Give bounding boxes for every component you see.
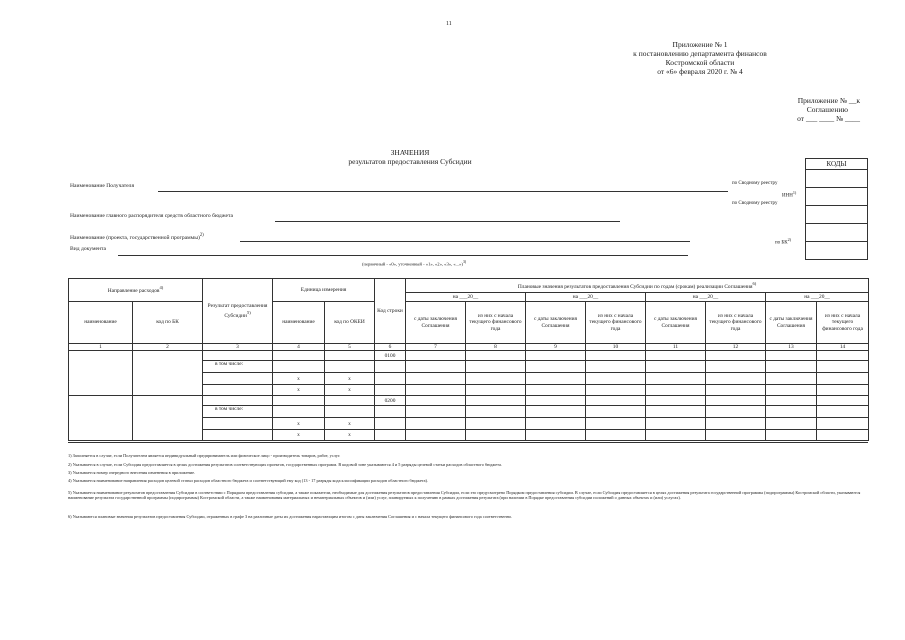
cell-value[interactable] [766, 361, 817, 373]
cell-value[interactable] [406, 361, 466, 373]
footnote-2: 2) Указывается в случае, если Субсидия предоставляется в целях достижения результатов соответствующих проектов, государственных программ. В кодовой зоне указываются 4 и 5 разряды целевой статьи расходов областного бюджета. [68, 462, 503, 467]
cell-value[interactable] [526, 406, 586, 418]
cell-x: x [325, 373, 375, 385]
cell-value[interactable] [526, 418, 586, 430]
title-line-2: результатов предоставления Субсидии [348, 157, 472, 166]
cell-value[interactable] [406, 418, 466, 430]
cell-value[interactable] [526, 385, 586, 396]
codes-header: КОДЫ [806, 159, 868, 170]
cell-value[interactable] [817, 373, 869, 385]
footnote-6: 6) Указываются плановые значения результатов предоставления Субсидии, отраженных в графе 3 на различные даты их достижения нарастающим итогом с даты заключения Соглашения и с начала текущего финансового года соответственно. [68, 514, 513, 519]
cell-value[interactable] [817, 406, 869, 418]
col-num: 4 [273, 344, 325, 351]
cell-value[interactable] [706, 351, 766, 361]
th-line-code: Код строки [375, 279, 406, 344]
table-row [69, 351, 869, 361]
cell-direction-1[interactable] [69, 351, 133, 396]
cell-value[interactable] [466, 396, 526, 406]
cell-result[interactable] [203, 385, 273, 396]
th-okei: код по ОКЕИ [325, 302, 375, 344]
cell-x: x [325, 418, 375, 430]
cell-value[interactable] [406, 396, 466, 406]
cell-okei[interactable] [325, 351, 375, 361]
cell-value[interactable] [706, 385, 766, 396]
th-bk-code: код по БК [133, 302, 203, 344]
th-y3-a: с даты заключения Соглашения [646, 302, 706, 344]
th-y4-a: с даты заключения Соглашения [766, 302, 817, 344]
cell-value[interactable] [466, 361, 526, 373]
field-manager-line[interactable] [275, 221, 620, 222]
cell-value[interactable] [706, 361, 766, 373]
cell-result[interactable] [203, 430, 273, 441]
col-num: 7 [406, 344, 466, 351]
label-inn-sup: 1) [792, 190, 797, 195]
cell-value[interactable] [406, 373, 466, 385]
footnote-separator [68, 442, 868, 443]
cell-value[interactable] [817, 418, 869, 430]
col-num: 14 [817, 344, 869, 351]
th-y3-b: из них с начала текущего финансового года [706, 302, 766, 344]
cell-value[interactable] [766, 373, 817, 385]
cell-value[interactable] [706, 396, 766, 406]
cell-value[interactable] [586, 396, 646, 406]
col-num: 9 [526, 344, 586, 351]
cell-x: x [325, 430, 375, 441]
cell-value[interactable] [466, 430, 526, 441]
th-unit: Единица измерения [273, 279, 375, 302]
cell-value[interactable] [766, 351, 817, 361]
page-number: 11 [446, 21, 452, 27]
cell-bk-1[interactable] [133, 351, 203, 396]
cell-line-code[interactable] [375, 418, 406, 430]
field-doc-type-line[interactable] [118, 255, 688, 256]
field-doc-hint [362, 259, 466, 268]
cell-value[interactable] [406, 430, 466, 441]
cell-value[interactable] [706, 430, 766, 441]
cell-value[interactable] [406, 351, 466, 361]
cell-value[interactable] [646, 406, 706, 418]
col-num: 13 [766, 344, 817, 351]
cell-value[interactable] [817, 385, 869, 396]
appendix-block [730, 96, 860, 123]
appendix-line-2: Соглашению [806, 105, 848, 114]
col-num: 1 [69, 344, 133, 351]
cell-value[interactable] [586, 385, 646, 396]
field-project-text: Наименование (проекта, государственной программы) [70, 234, 200, 241]
footnote-3: 3) Указывается номер очередного внесения изменения в приложение. [68, 470, 196, 475]
code-cell-inn [806, 188, 868, 206]
th-plan-sup: 6) [752, 280, 757, 286]
cell-okei[interactable] [325, 396, 375, 406]
cell-value[interactable] [766, 418, 817, 430]
cell-value[interactable] [706, 373, 766, 385]
footnote-4: 4) Указывается наименование направления расходов целевой статьи расходов областного бюджета и соответствующий ему код (13 - 17 разряды кода классификации расходов областного бюджета). [68, 478, 429, 483]
appendix-line-1: Приложение № __к [797, 96, 860, 105]
cell-value[interactable] [466, 406, 526, 418]
cell-direction-2[interactable] [69, 396, 133, 441]
cell-result[interactable] [203, 396, 273, 406]
th-name: наименование [69, 302, 133, 344]
col-num: 6 [375, 344, 406, 351]
th-result-sup: 5) [246, 309, 251, 315]
cell-value[interactable] [586, 418, 646, 430]
cell-value[interactable] [526, 361, 586, 373]
cell-result[interactable] [203, 373, 273, 385]
field-project-sup: 2) [199, 233, 204, 238]
cell-value[interactable] [526, 373, 586, 385]
cell-value[interactable] [406, 385, 466, 396]
cell-value[interactable] [586, 430, 646, 441]
cell-value[interactable] [766, 406, 817, 418]
cell-value[interactable] [706, 418, 766, 430]
th-direction-sup: 4) [159, 285, 164, 291]
field-manager-label: Наименование главного распорядителя средств областного бюджета [70, 213, 233, 219]
cell-value[interactable] [766, 430, 817, 441]
cell-result[interactable] [203, 418, 273, 430]
th-y1-b: из них с начала текущего финансового года [466, 302, 526, 344]
header-line-4: от «6» февраля 2020 г. № 4 [657, 67, 743, 76]
cell-value[interactable] [466, 373, 526, 385]
cell-x: x [273, 385, 325, 396]
cell-unit[interactable] [273, 406, 325, 418]
cell-value[interactable] [526, 396, 586, 406]
th-result-text: Результат предоставления Субсидии [207, 303, 268, 319]
cell-value[interactable] [586, 351, 646, 361]
col-num: 8 [466, 344, 526, 351]
cell-incl: в том числе: [203, 361, 273, 373]
cell-value[interactable] [466, 418, 526, 430]
cell-value[interactable] [646, 385, 706, 396]
th-direction [69, 279, 203, 302]
cell-line-code[interactable] [375, 373, 406, 385]
cell-value[interactable] [466, 385, 526, 396]
col-num: 11 [646, 344, 706, 351]
col-num: 5 [325, 344, 375, 351]
col-num: 10 [586, 344, 646, 351]
table-row-numbers [69, 344, 869, 351]
cell-value[interactable] [646, 430, 706, 441]
label-register: по Сводному реестру [732, 181, 778, 186]
th-year-3: на ___20__ [646, 293, 766, 302]
col-num: 12 [706, 344, 766, 351]
cell-value[interactable] [766, 385, 817, 396]
cell-x: x [273, 373, 325, 385]
cell-unit[interactable] [273, 351, 325, 361]
cell-incl: в том числе: [203, 406, 273, 418]
cell-value[interactable] [817, 351, 869, 361]
cell-unit[interactable] [273, 361, 325, 373]
cell-value[interactable] [586, 406, 646, 418]
header-line-3: Костромской области [665, 58, 735, 67]
label-inn [782, 190, 796, 200]
th-y2-b: из них с начала текущего финансового года [586, 302, 646, 344]
th-direction-text: Направление расходов [107, 288, 160, 295]
cell-line-code[interactable] [375, 430, 406, 441]
cell-value[interactable] [466, 351, 526, 361]
cell-unit[interactable] [273, 396, 325, 406]
code-cell-register2 [806, 206, 868, 224]
field-project-line[interactable] [240, 241, 690, 242]
code-cell-bk [806, 242, 868, 260]
cell-okei[interactable] [325, 406, 375, 418]
th-year-1: на ___20__ [406, 293, 526, 302]
th-year-4: на ___20__ [766, 293, 869, 302]
label-bk [775, 237, 791, 247]
cell-result[interactable] [203, 351, 273, 361]
cell-line-code: 0200 [375, 396, 406, 406]
cell-value[interactable] [406, 406, 466, 418]
field-doc-hint-sup: 3) [462, 260, 467, 264]
cell-x: x [273, 430, 325, 441]
col-num: 3 [203, 344, 273, 351]
codes-table [805, 158, 868, 260]
header-line-1: Приложение № 1 [672, 40, 728, 49]
cell-value[interactable] [646, 373, 706, 385]
th-plan-text: Плановые значения результатов предоставления Субсидии по годам (срокам) реализации Соглашения [517, 283, 753, 290]
th-result [203, 279, 273, 344]
cell-value[interactable] [526, 430, 586, 441]
th-unit-name: наименование [273, 302, 325, 344]
title-line-1: ЗНАЧЕНИЯ [390, 148, 430, 157]
cell-bk-2[interactable] [133, 396, 203, 441]
th-y1-a: с даты заключения Соглашения [406, 302, 466, 344]
appendix-line-3: от ___ ____ № ____ [797, 114, 860, 123]
cell-line-code: 0100 [375, 351, 406, 361]
cell-okei[interactable] [325, 361, 375, 373]
cell-value[interactable] [646, 361, 706, 373]
cell-value[interactable] [646, 418, 706, 430]
label-bk-sup: 2) [787, 237, 792, 242]
cell-value[interactable] [586, 361, 646, 373]
th-year-2: на ___20__ [526, 293, 646, 302]
field-doc-type-label: Вид документа [70, 246, 106, 252]
cell-line-code[interactable] [375, 385, 406, 396]
cell-value[interactable] [646, 351, 706, 361]
field-recipient-line[interactable] [158, 191, 728, 192]
cell-value[interactable] [586, 373, 646, 385]
table-row [69, 396, 869, 406]
header-line-2: к постановлению департамента финансов [633, 49, 767, 58]
cell-value[interactable] [646, 396, 706, 406]
footnote-1: 1) Заполняется в случае, если Получателем является индивидуальный предприниматель или физическое лицо - производитель товаров, работ, услуг. [68, 453, 341, 458]
label-bk-text: по БК [775, 240, 788, 246]
cell-value[interactable] [766, 396, 817, 406]
results-table [68, 278, 869, 441]
label-register-2: по Сводному реестру [732, 201, 778, 206]
footnote-5: 5) Указывается наименование результатов предоставления Субсидии в соответствии с Порядком предоставления субсидии, а также показатели, необходимые для достижения результатов предоставления Субсидии, если это предусмотрено Порядком предоставления субсидии. В случае, если Субсидия предоставляется в целях достижения результата государственной программы (подпрограммы) Костромской области, указываются наименование результата государственной программы (подпрограммы) Костромской области, а также наименования материальных и нематериальных объектов и (или) услуг, планируемых к получению в рамках достижения результата (при наличии в Порядке предоставления субсидии положений о данных объектах и (или) услугах). [68, 490, 861, 501]
cell-line-code[interactable] [375, 406, 406, 418]
code-cell-register [806, 170, 868, 188]
cell-value[interactable] [817, 396, 869, 406]
document-title [300, 148, 520, 166]
cell-value[interactable] [706, 406, 766, 418]
col-num: 2 [133, 344, 203, 351]
resolution-header [600, 40, 800, 76]
cell-value[interactable] [817, 430, 869, 441]
cell-value[interactable] [526, 351, 586, 361]
cell-value[interactable] [817, 361, 869, 373]
code-cell-project [806, 224, 868, 242]
th-y2-a: с даты заключения Соглашения [526, 302, 586, 344]
cell-line-code[interactable] [375, 361, 406, 373]
th-plan [406, 279, 869, 293]
field-recipient-label: Наименование Получателя [70, 183, 135, 189]
th-y4-b: из них с начала текущего финансового года [817, 302, 869, 344]
label-inn-text: ИНН [782, 193, 793, 199]
cell-x: x [325, 385, 375, 396]
field-doc-hint-text: (первичный - «0», уточненный - «1», «2», «3», «...») [362, 261, 463, 267]
cell-x: x [273, 418, 325, 430]
field-project-label [70, 232, 204, 242]
